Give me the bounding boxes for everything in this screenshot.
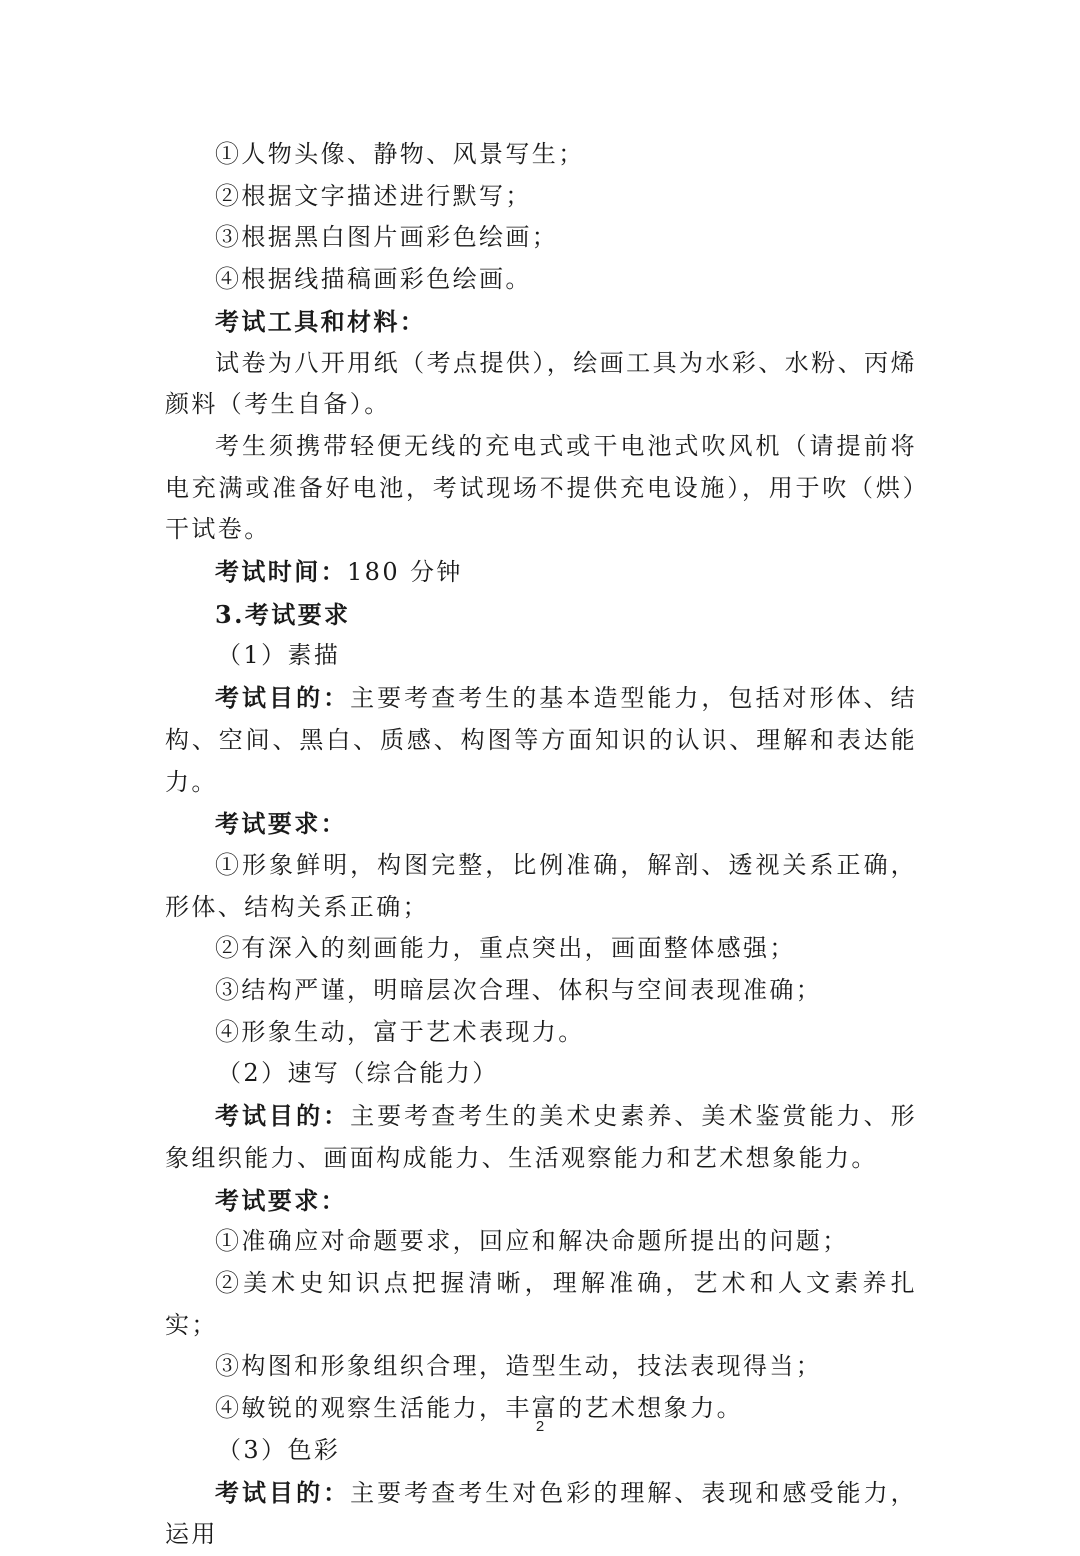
purpose-label: 考试目的： bbox=[215, 1101, 351, 1131]
tools-paragraph: 考生须携带轻便无线的充电式或干电池式吹风机（请提前将电充满或准备好电池，考试现场不提供充电设施），用于吹（烘）干试卷。 bbox=[165, 431, 917, 544]
document-body bbox=[165, 134, 917, 1556]
page-number: 2 bbox=[535, 1418, 545, 1435]
exam-purpose bbox=[165, 1472, 917, 1556]
list-item: ②根据文字描述进行默写； bbox=[215, 181, 532, 210]
requirements-heading: 考试要求： bbox=[215, 809, 347, 839]
exam-time-label: 考试时间： bbox=[215, 557, 347, 587]
tools-heading: 考试工具和材料： bbox=[215, 306, 427, 336]
requirement-item: ②美术史知识点把握清晰，理解准确，艺术和人文素养扎实； bbox=[165, 1268, 917, 1339]
exam-purpose bbox=[165, 677, 917, 803]
subsection-title: （2）速写（综合能力） bbox=[217, 1059, 499, 1088]
purpose-text: 主要考查考生的基本造型能力，包括对形体、结构、空间、黑白、质感、构图等方面知识的认识、理解和表达能力。 bbox=[165, 684, 917, 796]
requirement-item: ④敏锐的观察生活能力，丰富的艺术想象力。 bbox=[215, 1394, 743, 1423]
requirement-item: ③结构严谨，明暗层次合理、体积与空间表现准确； bbox=[215, 976, 823, 1005]
exam-purpose bbox=[165, 1095, 917, 1179]
subsection-title: （3）色彩 bbox=[217, 1435, 341, 1464]
subsection-title: （1）素描 bbox=[217, 641, 341, 670]
list-item: ③根据黑白图片画彩色绘画； bbox=[215, 223, 559, 252]
purpose-label: 考试目的： bbox=[215, 1477, 351, 1507]
requirements-heading: 考试要求： bbox=[215, 1185, 347, 1215]
tools-paragraph: 试卷为八开用纸（考点提供），绘画工具为水彩、水粉、丙烯颜料（考生自备）。 bbox=[165, 348, 917, 419]
purpose-text: 主要考查考生的美术史素养、美术鉴赏能力、形象组织能力、画面构成能力、生活观察能力和艺术想象能力。 bbox=[165, 1102, 917, 1172]
requirement-item: ①准确应对命题要求，回应和解决命题所提出的问题； bbox=[215, 1227, 849, 1256]
purpose-text: 主要考查考生对色彩的理解、表现和感受能力，运用 bbox=[165, 1478, 917, 1549]
exam-time-value: 180 分钟 bbox=[347, 558, 463, 587]
requirement-item: ②有深入的刻画能力，重点突出，画面整体感强； bbox=[215, 934, 796, 963]
list-item: ④根据线描稿画彩色绘画。 bbox=[215, 265, 532, 294]
purpose-label: 考试目的： bbox=[215, 683, 351, 713]
section-heading: 3.考试要求 bbox=[215, 599, 351, 629]
requirement-item: ①形象鲜明，构图完整，比例准确，解剖、透视关系正确，形体、结构关系正确； bbox=[165, 850, 917, 921]
requirement-item: ④形象生动，富于艺术表现力。 bbox=[215, 1017, 585, 1046]
exam-time bbox=[165, 551, 917, 594]
list-item: ①人物头像、静物、风景写生； bbox=[215, 140, 585, 168]
requirement-item: ③构图和形象组织合理，造型生动，技法表现得当； bbox=[215, 1352, 823, 1381]
